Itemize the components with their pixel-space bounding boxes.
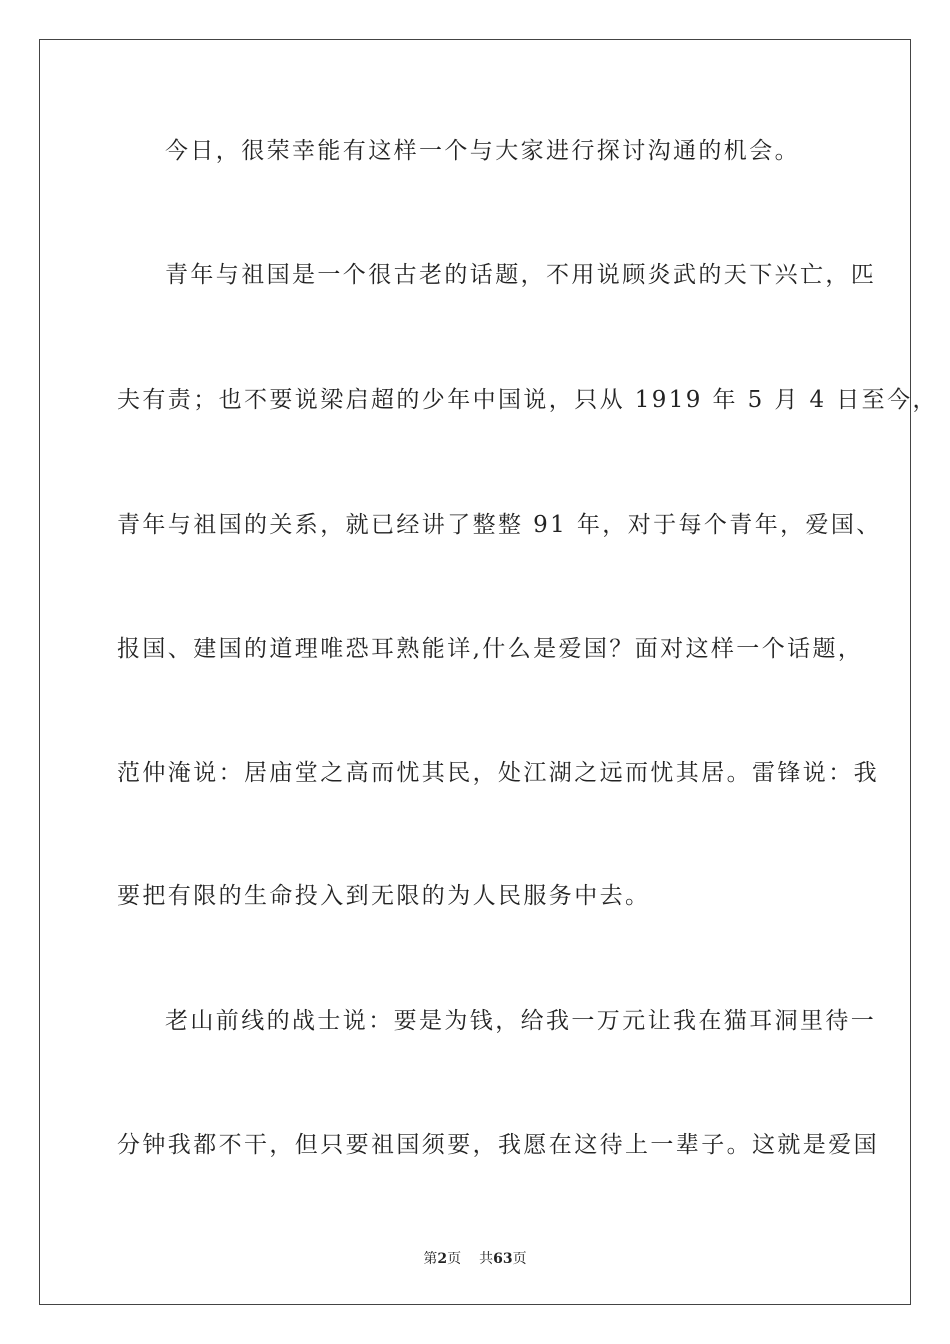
page-footer — [0, 1248, 950, 1268]
paragraph-2-line-2: 夫有责；也不要说梁启超的少年中国说，只从 1919 年 5 月 4 日至今， — [117, 387, 938, 413]
paragraph-2-line-3: 青年与祖国的关系，就已经讲了整整 91 年，对于每个青年，爱国、 — [117, 512, 882, 538]
paragraph-2-line-1: 青年与祖国是一个很古老的话题，不用说顾炎武的天下兴亡，匹 — [165, 262, 877, 288]
paragraph-1-line-1: 今日，很荣幸能有这样一个与大家进行探讨沟通的机会。 — [165, 138, 800, 164]
footer-page-suffix: 页 — [447, 1251, 462, 1267]
footer-total-pages: 63 — [493, 1251, 513, 1267]
paragraph-3-line-1: 老山前线的战士说：要是为钱，给我一万元让我在猫耳洞里待一 — [165, 1008, 877, 1034]
paragraph-2-line-4: 报国、建国的道理唯恐耳熟能详,什么是爱国？面对这样一个话题， — [117, 636, 864, 662]
footer-page-number: 2 — [437, 1251, 448, 1267]
paragraph-2-line-5: 范仲淹说：居庙堂之高而忧其民，处江湖之远而忧其居。雷锋说：我 — [117, 760, 879, 786]
footer-total-prefix: 共 — [479, 1251, 494, 1267]
paragraph-2-line-6: 要把有限的生命投入到无限的为人民服务中去。 — [117, 883, 651, 909]
page-border — [39, 39, 911, 1305]
footer-page-prefix: 第 — [423, 1251, 438, 1267]
footer-total-suffix: 页 — [512, 1251, 527, 1267]
paragraph-3-line-2: 分钟我都不干，但只要祖国须要，我愿在这待上一辈子。这就是爱国 — [117, 1132, 879, 1158]
